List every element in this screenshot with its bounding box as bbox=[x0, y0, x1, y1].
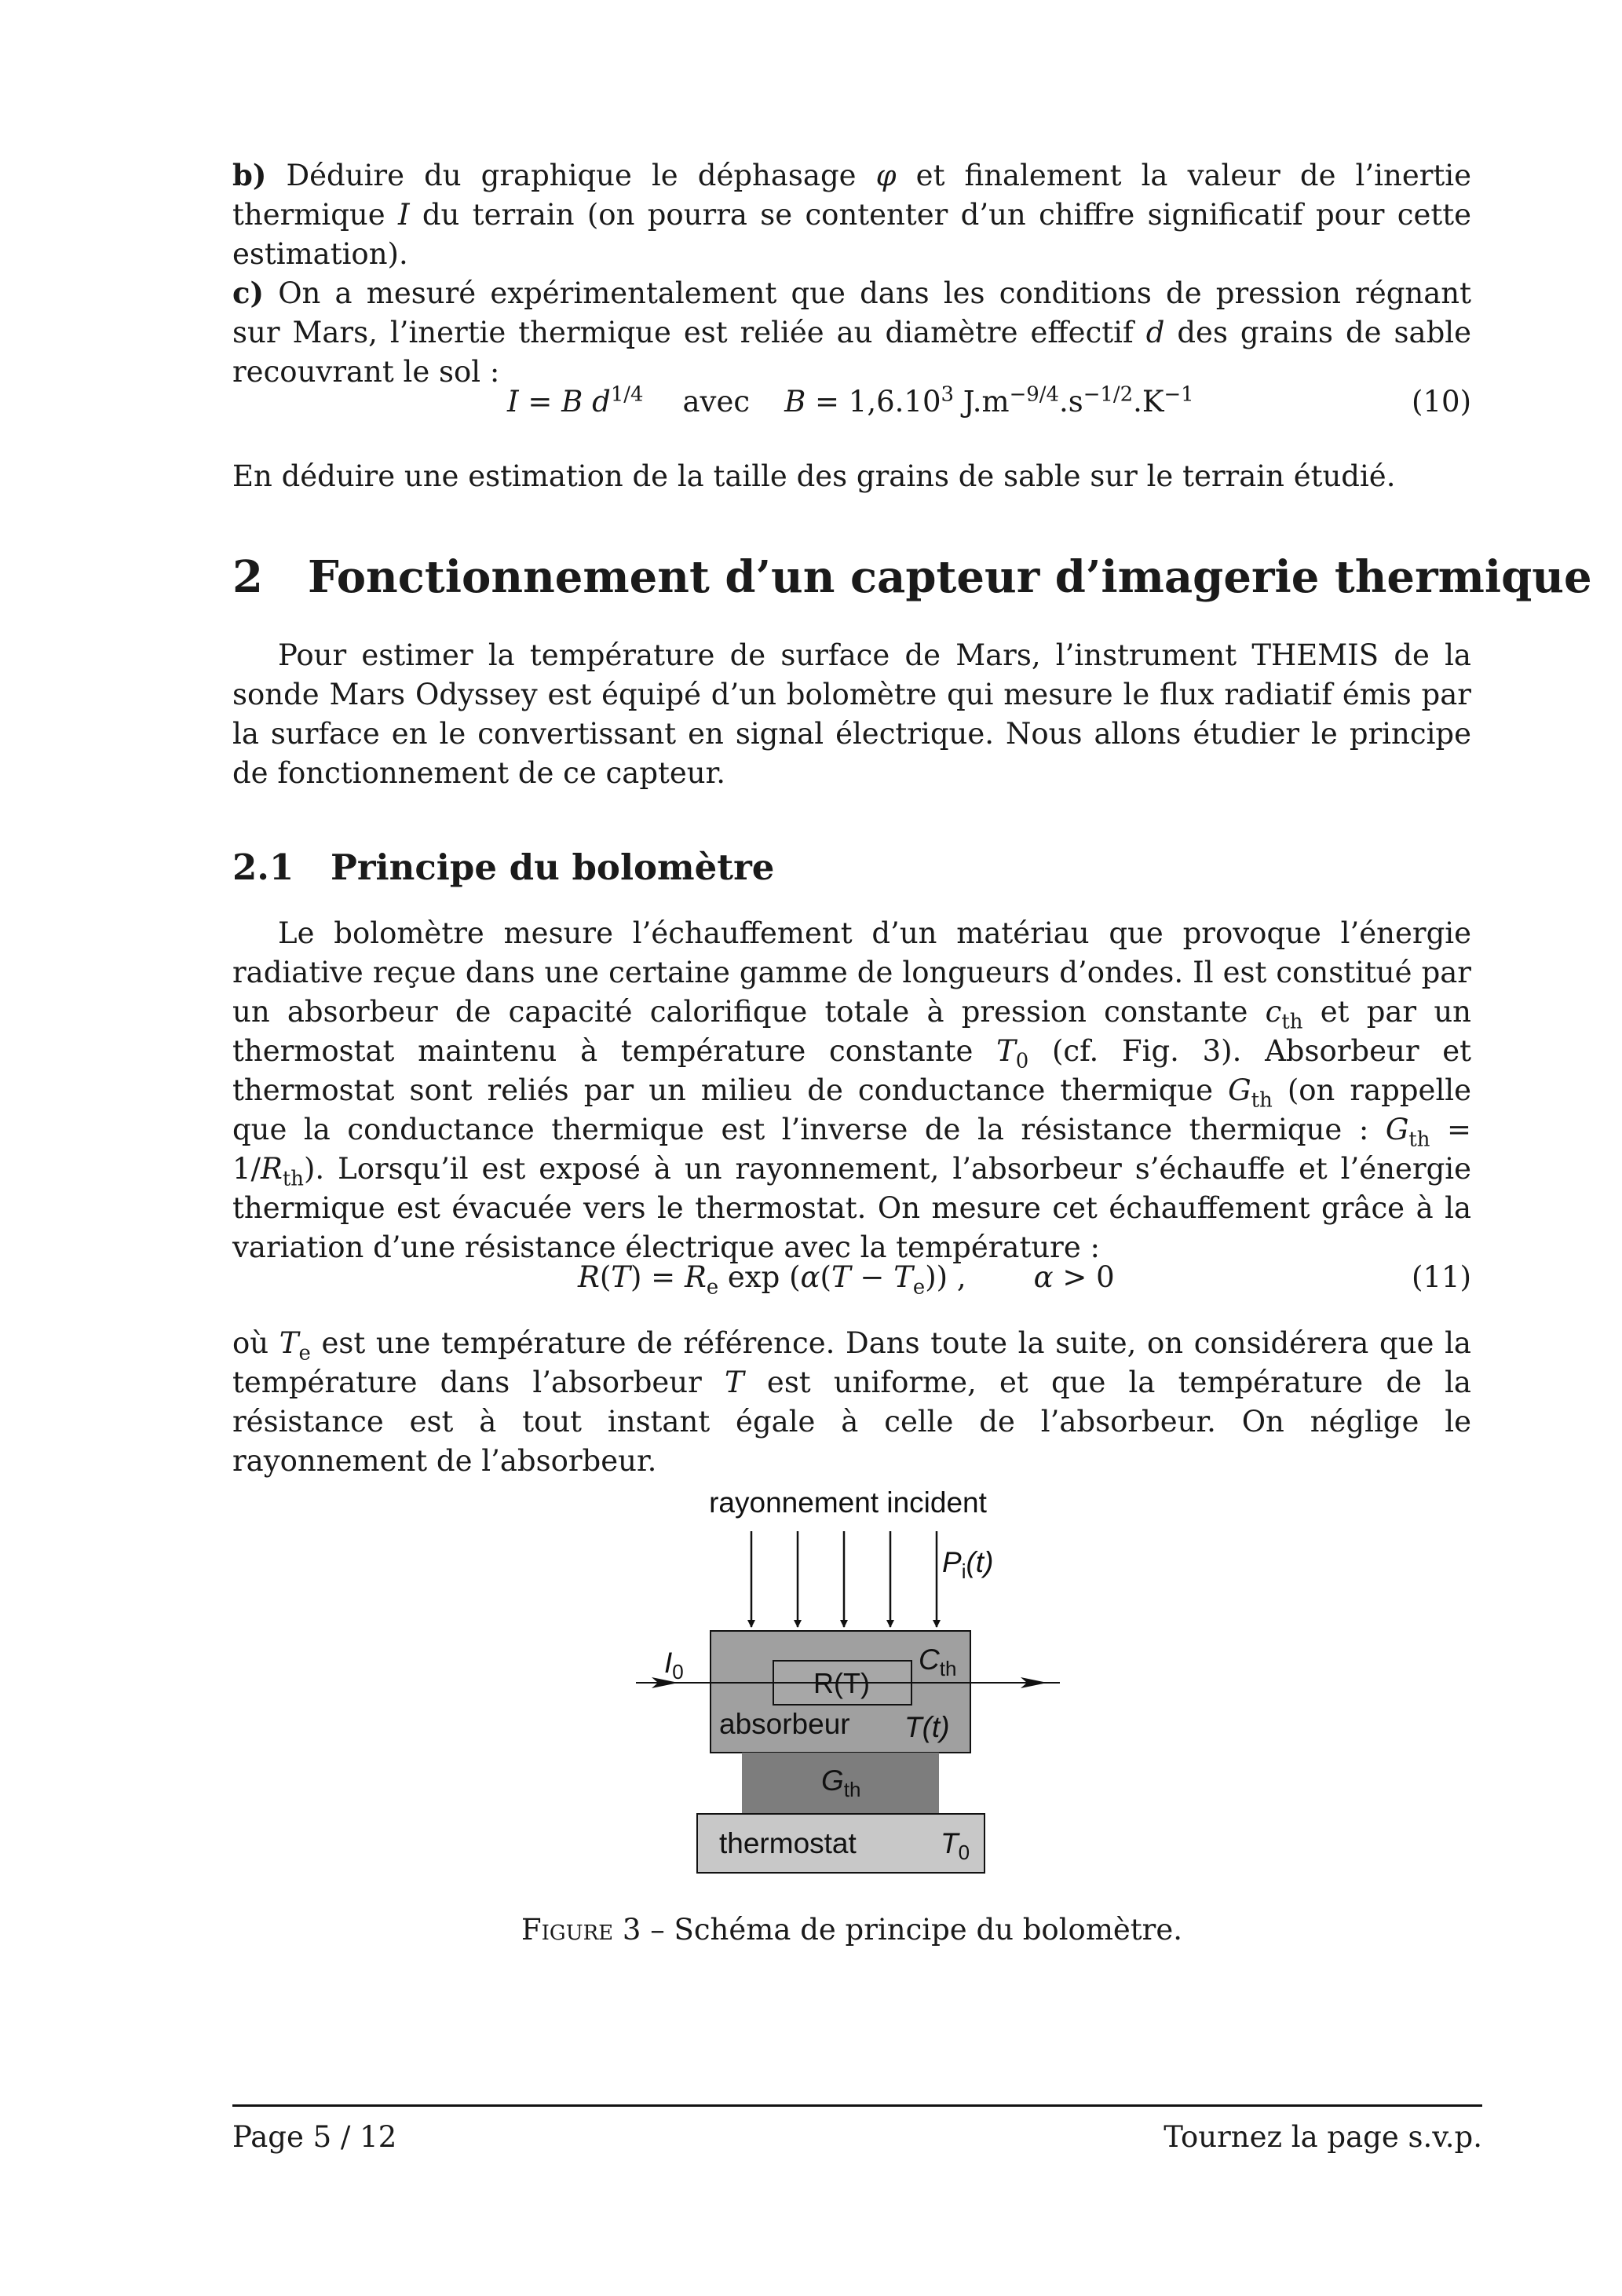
eq-term: α bbox=[800, 1260, 820, 1294]
text: Déduire du graphique le déphasage bbox=[266, 159, 876, 192]
paragraph-after-equation bbox=[232, 1324, 1471, 1481]
symbol: I bbox=[664, 1647, 673, 1679]
eq-term: R bbox=[684, 1260, 707, 1294]
thermostat-label: thermostat bbox=[719, 1827, 857, 1859]
page-number: Page 5 / 12 bbox=[232, 2120, 397, 2154]
section-heading-2 bbox=[232, 551, 1592, 603]
caption-text: – Schéma de principe du bolomètre. bbox=[641, 1913, 1183, 1947]
eq-term: J.m bbox=[953, 385, 1010, 419]
eq-term: exp ( bbox=[718, 1260, 801, 1294]
eq-term: B bbox=[561, 385, 583, 419]
section-number: 2.1 bbox=[232, 846, 294, 888]
bolometer-diagram bbox=[628, 1484, 1068, 1892]
absorber-label: absorbeur bbox=[719, 1708, 850, 1740]
eq-term: .s bbox=[1058, 385, 1083, 419]
symbol: G bbox=[1228, 1073, 1251, 1107]
equation-11-body: $R(T) = R_e$ $\exp (\alpha(T - T_e))$ , α > 0 bbox=[578, 1260, 1115, 1300]
paragraph-b bbox=[232, 155, 1471, 274]
eq-term: = bbox=[518, 385, 562, 419]
symbol-I: I bbox=[397, 198, 410, 232]
subscript: th bbox=[282, 1167, 304, 1191]
eq-term: )) , bbox=[925, 1260, 966, 1294]
figure-caption bbox=[232, 1913, 1471, 1947]
subscript: 0 bbox=[672, 1660, 684, 1684]
symbol-phi: φ bbox=[875, 159, 897, 192]
eq-term: − bbox=[850, 1260, 894, 1294]
eq-term: T bbox=[831, 1260, 851, 1294]
text: Le bolomètre mesure l’échauffement d’un matériau que provoque l’énergie radiative reçue dans une certaine gamme de longueurs d’ondes. Il est constitué par un absorbeur de capacité calorifique totale à pression constante bbox=[232, 916, 1471, 1029]
text: = 1/ bbox=[232, 1113, 1471, 1186]
text: et finalement la valeur de l’inertie thermique bbox=[232, 159, 1471, 232]
subscript: th bbox=[1251, 1088, 1273, 1113]
equation-number: (11) bbox=[1412, 1260, 1471, 1294]
eq-term: ) = bbox=[630, 1260, 685, 1294]
eq-term: I bbox=[507, 385, 519, 419]
text: (cf. Fig. 3). Absorbeur et thermostat sont reliés par un milieu de conductance thermique bbox=[232, 1034, 1472, 1107]
eq-exponent: 1/4 bbox=[610, 382, 644, 407]
eq-subscript: e bbox=[706, 1275, 719, 1300]
eq-term: > 0 bbox=[1053, 1260, 1115, 1294]
symbol-d: d bbox=[1145, 316, 1165, 349]
subscript: 0 bbox=[1015, 1049, 1029, 1073]
incident-radiation-label: rayonnement incident bbox=[709, 1486, 987, 1519]
caption-label: Figure 3 bbox=[521, 1913, 641, 1947]
eq-term: avec bbox=[682, 385, 751, 419]
equation-10-body bbox=[507, 382, 1194, 419]
symbol: G bbox=[821, 1764, 844, 1797]
symbol: R bbox=[261, 1152, 283, 1186]
eq-term: T bbox=[611, 1260, 630, 1294]
eq-subscript: e bbox=[912, 1275, 926, 1300]
section-number: 2 bbox=[232, 551, 263, 603]
equation-10 bbox=[232, 382, 1471, 429]
turn-page-note: Tournez la page s.v.p. bbox=[1164, 2120, 1482, 2154]
eq-term: .K bbox=[1133, 385, 1164, 419]
eq-term: T bbox=[893, 1260, 913, 1294]
incident-arrows bbox=[751, 1531, 937, 1627]
text: On a mesuré expérimentalement que dans les conditions de pression régnant sur Mars, l’inertie thermique est reliée au diamètre effectif bbox=[232, 276, 1471, 349]
label-c: c) bbox=[232, 276, 265, 310]
equation-number: (10) bbox=[1412, 385, 1471, 419]
text: est uniforme, et que la température de la résistance est à tout instant égale à celle de l’absorbeur. On néglige le rayonnement de l’absorbeur. bbox=[232, 1366, 1471, 1478]
absorber-temperature-label: T(t) bbox=[904, 1711, 950, 1743]
eq-term: R bbox=[578, 1260, 600, 1294]
eq-exponent: −9/4 bbox=[1009, 382, 1059, 407]
subscript: th bbox=[1408, 1128, 1430, 1152]
eq-term: B bbox=[784, 385, 806, 419]
symbol: T bbox=[941, 1827, 959, 1859]
symbol: T bbox=[279, 1326, 299, 1360]
eq-term: d bbox=[592, 385, 611, 419]
symbol: c bbox=[1265, 995, 1282, 1029]
symbol: (t) bbox=[966, 1546, 994, 1578]
eq-term: = 1,6.10 bbox=[806, 385, 941, 419]
section-title: Fonctionnement d’un capteur d’imagerie thermique bbox=[308, 551, 1592, 603]
paragraph-bolometer bbox=[232, 914, 1471, 1267]
symbol: T bbox=[725, 1366, 744, 1399]
eq-exponent: −1/2 bbox=[1083, 382, 1134, 407]
text: est une température de référence. Dans toute la suite, on considérera que la température dans l’absorbeur bbox=[232, 1326, 1471, 1399]
section-heading-2-1 bbox=[232, 846, 774, 888]
paragraph-intro: Pour estimer la température de surface de Mars, l’instrument THEMIS de la sonde Mars Odyssey est équipé d’un bolomètre qui mesure le flux radiatif émis par la surface en le convertissant en signal électrique. Nous allons étudier le principe de fonctionnement de ce capteur. bbox=[232, 638, 1471, 790]
subscript: th bbox=[939, 1657, 957, 1680]
symbol: C bbox=[919, 1643, 940, 1676]
resistance-label: R(T) bbox=[813, 1667, 870, 1699]
subscript: i bbox=[961, 1559, 966, 1583]
current-label bbox=[664, 1647, 684, 1684]
eq-term: α bbox=[1033, 1260, 1054, 1294]
text: ). Lorsqu’il est exposé à un rayonnement, l’absorbeur s’échauffe et l’énergie thermique est évacuée vers le thermostat. On mesure cet échauffement grâce à la variation d’une résistance électrique avec la température : bbox=[232, 1152, 1471, 1264]
eq-exponent: 3 bbox=[941, 382, 954, 407]
subscript: th bbox=[843, 1778, 861, 1801]
subscript: 0 bbox=[958, 1841, 970, 1864]
symbol: P bbox=[942, 1546, 962, 1578]
equation-11 bbox=[232, 1260, 1471, 1304]
footer-rule bbox=[232, 2104, 1482, 2107]
symbol: G bbox=[1385, 1113, 1409, 1146]
text: du terrain (on pourra se contenter d’un chiffre significatif pour cette estimation). bbox=[232, 198, 1472, 271]
eq-term: ( bbox=[820, 1260, 831, 1294]
label-b: b) bbox=[232, 158, 267, 192]
incident-power-label bbox=[942, 1546, 993, 1583]
paragraph-c bbox=[232, 273, 1471, 392]
section-title: Principe du bolomètre bbox=[331, 846, 775, 888]
text: et par un thermostat maintenu à température constante bbox=[232, 995, 1471, 1068]
text: (on rappelle que la conductance thermique est l’inverse de la résistance thermique : bbox=[232, 1073, 1472, 1146]
subscript: th bbox=[1281, 1010, 1303, 1034]
text: où bbox=[232, 1326, 279, 1360]
symbol: T bbox=[996, 1034, 1016, 1068]
paragraph-deduce: En déduire une estimation de la taille des grains de sable sur le terrain étudié. bbox=[232, 459, 1396, 493]
text: des grains de sable recouvrant le sol : bbox=[232, 316, 1471, 389]
eq-exponent: −1 bbox=[1164, 382, 1194, 407]
subscript: e bbox=[298, 1341, 311, 1366]
